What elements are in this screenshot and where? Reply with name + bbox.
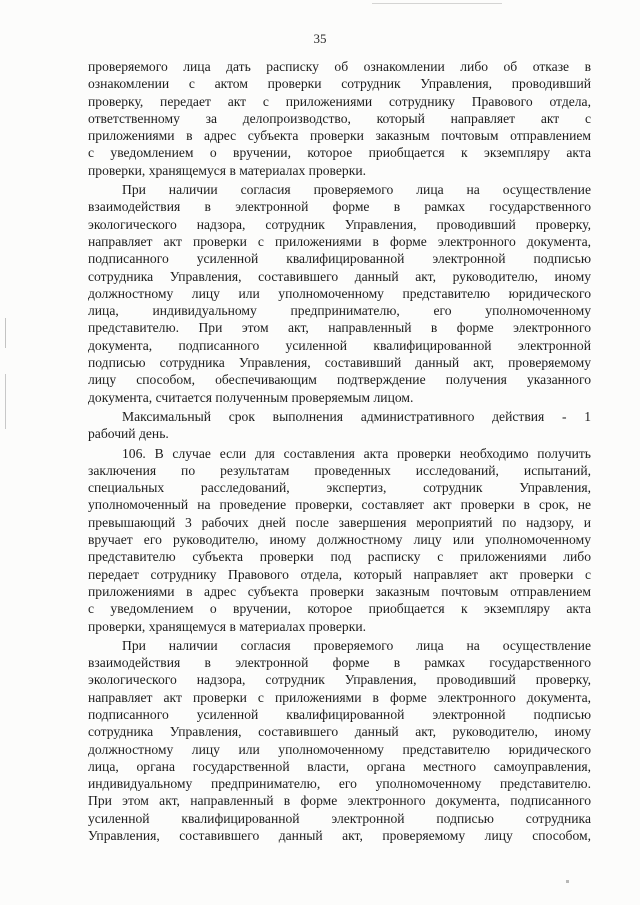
text-line: ответственному за делопроизводство, который направляет акт с <box>88 110 591 126</box>
scan-artifact-dot <box>566 880 569 883</box>
text-line: лица, органа государственной власти, органа местного самоуправления, <box>88 758 591 774</box>
text-line: индивидуальному предпринимателю, его уполномоченному представителю. <box>88 776 591 792</box>
text-line: передает сотруднику Правового отдела, который направляет акт проверки с <box>88 566 591 582</box>
text-line: взаимодействия в электронной форме в рамках государственного <box>88 199 591 215</box>
text-line: При этом акт, направленный в форме электронного документа, подписанного <box>88 793 591 809</box>
text-line: проверки, хранящемуся в материалах проверки. <box>88 618 366 634</box>
text-line: направляет акт проверки с приложениями в форме электронного документа, <box>88 233 591 249</box>
scan-artifact-left <box>5 374 6 429</box>
text-line: При наличии согласия проверяемого лица на осуществление <box>122 182 591 198</box>
text-line: специальных расследований, экспертиз, сотрудник Управления, <box>88 480 591 496</box>
text-line: сотрудника Управления, составившего данный акт, руководителю, иному <box>88 268 591 284</box>
text-line: усиленной квалифицированной электронной подписью сотрудника <box>88 810 591 826</box>
text-line: подписанного усиленной квалифицированной электронной подписью <box>88 251 591 267</box>
text-line: проверяемого лица дать расписку об ознакомлении либо об отказе в <box>88 59 591 74</box>
scan-artifact-top <box>372 3 502 4</box>
text-line: проверки, хранящемуся в материалах проверки. <box>88 162 366 178</box>
text-line: Управления, составившего данный акт, проверяемому лицу способом, <box>88 828 591 844</box>
text-line: должностному лицу или уполномоченному представителю юридического <box>88 741 591 757</box>
text-line: Максимальный срок выполнения административного действия - 1 <box>122 408 591 424</box>
text-line: документа, подписанного усиленной квалифицированной электронной <box>88 337 591 353</box>
text-line: 106. В случае если для составления акта проверки необходимо получить <box>122 445 591 461</box>
text-line: заключения по результатам проведенных исследований, испытаний, <box>88 462 591 478</box>
text-line: лица, индивидуальному предпринимателю, его уполномоченному <box>88 303 591 319</box>
text-line: При наличии согласия проверяемого лица на осуществление <box>122 637 591 653</box>
scan-artifact-left <box>5 318 6 348</box>
text-line: проверку, передает акт с приложениями сотруднику Правового отдела, <box>88 93 591 109</box>
text-line: представителю. При этом акт, направленный в форме электронного <box>88 320 591 336</box>
text-line: уполномоченный на проведение проверки, составляет акт проверки в срок, не <box>88 497 591 513</box>
text-line: должностному лицу или уполномоченному представителю юридического <box>88 285 591 301</box>
text-line: взаимодействия в электронной форме в рамках государственного <box>88 655 591 671</box>
document-body <box>88 58 591 844</box>
text-line: превышающий 3 рабочих дней после завершения мероприятий по надзору, и <box>88 514 591 530</box>
text-line: лицу способом, обеспечивающим подтверждение получения указанного <box>88 372 591 388</box>
text-line: приложениями в адрес субъекта проверки заказным почтовым отправлением <box>88 128 591 144</box>
text-line: приложениями в адрес субъекта проверки заказным почтовым отправлением <box>88 583 591 599</box>
text-line: рабочий день. <box>88 426 169 442</box>
text-line: с уведомлением о вручении, которое приобщается к экземпляру акта <box>88 145 591 161</box>
text-line: подписанного усиленной квалифицированной электронной подписью <box>88 706 591 722</box>
text-line: ознакомлении с актом проверки сотрудник Управления, проводивший <box>88 76 591 92</box>
text-line: представителю субъекта проверки под расписку с приложениями либо <box>88 549 591 565</box>
text-line: сотрудника Управления, составившего данный акт, руководителю, иному <box>88 724 591 740</box>
text-line: экологического надзора, сотрудник Управления, проводивший проверку, <box>88 216 591 232</box>
text-line: подписью сотрудника Управления, составивший данный акт, проверяемому <box>88 355 591 371</box>
text-line: экологического надзора, сотрудник Управления, проводивший проверку, <box>88 672 591 688</box>
text-line: направляет акт проверки с приложениями в форме электронного документа, <box>88 689 591 705</box>
page-number: 35 <box>313 31 327 46</box>
text-line: вручает его руководителю, иному должностному лицу или уполномоченному <box>88 532 591 548</box>
text-line: с уведомлением о вручении, которое приобщается к экземпляру акта <box>88 601 591 617</box>
text-line: документа, считается полученным проверяемым лицом. <box>88 389 414 405</box>
